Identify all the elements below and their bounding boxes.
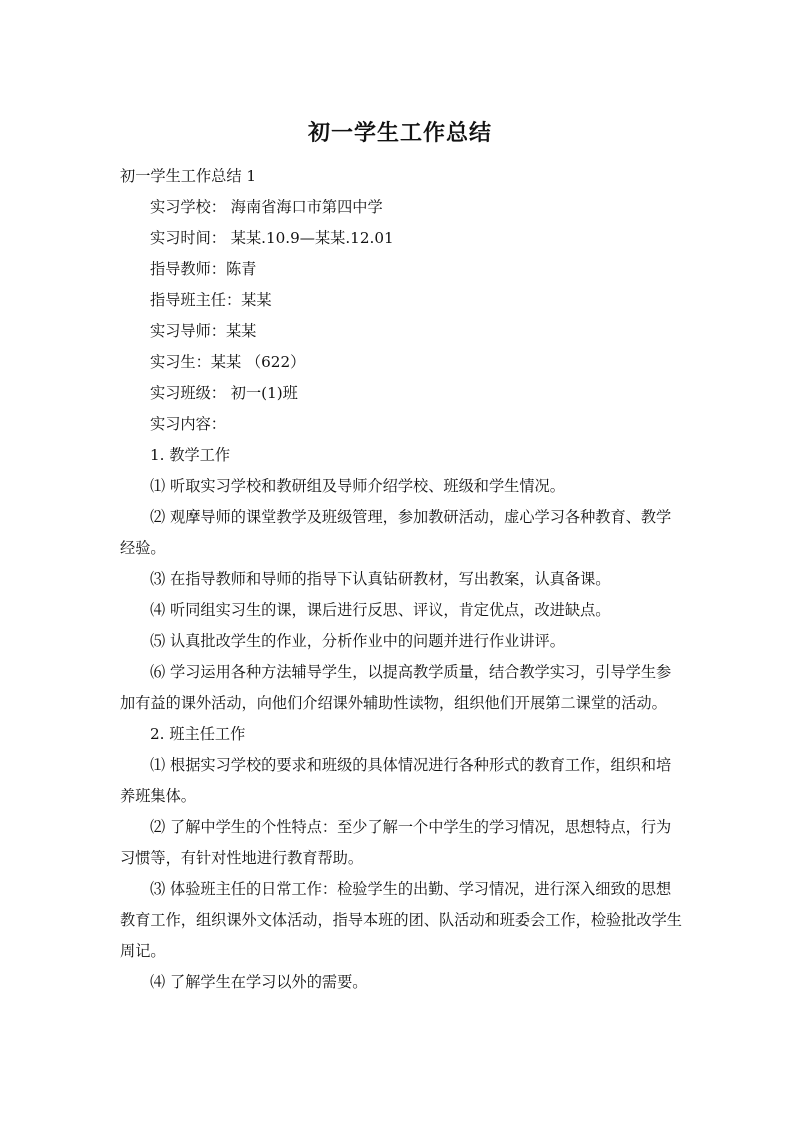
teaching-item-4: ⑷ 听同组实习生的课，课后进行反思、评议，肯定优点，改进缺点。 (150, 601, 611, 619)
info-mentor: 实习导师：某某 (150, 322, 257, 340)
class-teacher-item-1: ⑴ 根据实习学校的要求和班级的具体情况进行各种形式的教育工作，组织和培养班集体。 (120, 756, 672, 805)
teaching-item-2: ⑵ 观摩导师的课堂教学及班级管理，参加教研活动，虚心学习各种教育、教学经验。 (120, 508, 672, 557)
class-teacher-item-4: ⑷ 了解学生在学习以外的需要。 (150, 973, 368, 991)
document-title: 初一学生工作总结 (307, 121, 492, 146)
info-content-label: 实习内容： (150, 415, 226, 433)
teaching-item-3: ⑶ 在指导教师和导师的指导下认真钻研教材，写出教案，认真备课。 (150, 570, 611, 588)
class-teacher-item-3: ⑶ 体验班主任的日常工作：检验学生的出勤、学习情况，进行深入细致的思想教育工作，组织课外文体活动，指导本班的团、队活动和班委会工作，检验批改学生周记。 (120, 880, 682, 960)
info-head-teacher: 指导班主任：某某 (150, 291, 272, 309)
section-heading-teaching: 1. 教学工作 (150, 446, 231, 464)
info-class: 实习班级： 初一(1)班 (150, 384, 298, 402)
teaching-item-6: ⑹ 学习运用各种方法辅导学生，以提高教学质量，结合教学实习，引导学生参加有益的课外活动，向他们介绍课外辅助性读物，组织他们开展第二课堂的活动。 (120, 663, 672, 712)
document-body (120, 161, 685, 998)
section-subtitle: 初一学生工作总结 1 (120, 167, 256, 185)
teaching-item-5: ⑸ 认真批改学生的作业，分析作业中的问题并进行作业讲评。 (150, 632, 565, 650)
info-student: 实习生：某某 （622） (150, 353, 306, 371)
class-teacher-item-2: ⑵ 了解中学生的个性特点：至少了解一个中学生的学习情况，思想特点，行为习惯等，有针对性地进行教育帮助。 (120, 818, 672, 867)
info-time: 实习时间： 某某.10.9—某某.12.01 (150, 229, 394, 247)
section-heading-class-teacher: 2. 班主任工作 (150, 725, 246, 743)
info-school: 实习学校： 海南省海口市第四中学 (150, 198, 383, 216)
info-teacher: 指导教师：陈青 (150, 260, 257, 278)
teaching-item-1: ⑴ 听取实习学校和教研组及导师介绍学校、班级和学生情况。 (150, 477, 565, 495)
